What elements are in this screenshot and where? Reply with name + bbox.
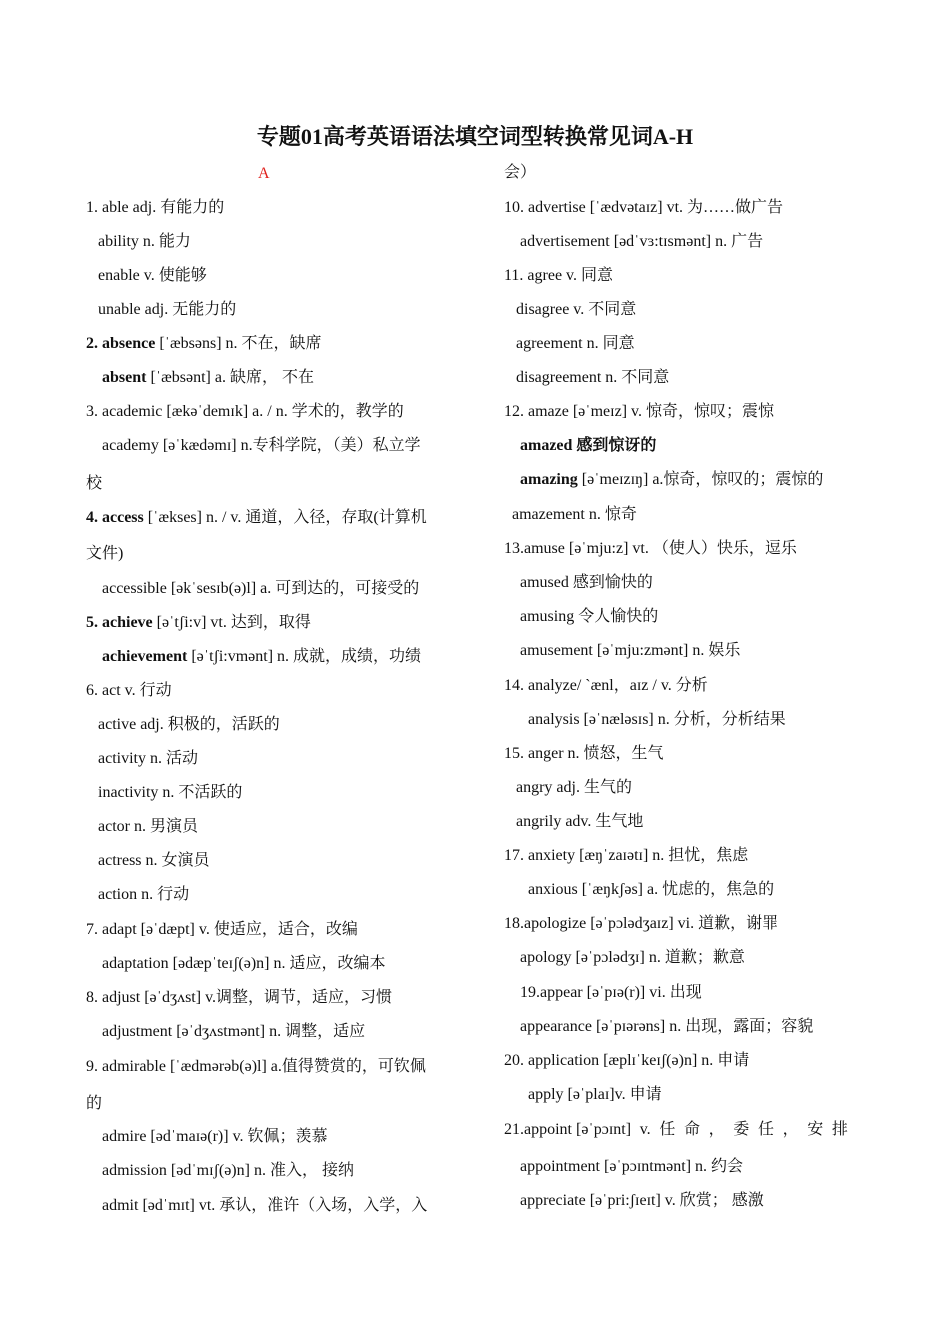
- list-item: disagree v. 不同意: [516, 301, 637, 318]
- list-item: admit [ədˈmɪt] vt. 承认，准许（入场，入学，入: [102, 1197, 428, 1214]
- headword: 4. access: [86, 509, 144, 526]
- list-item: amazement n. 惊奇: [512, 506, 637, 523]
- headword: achievement: [102, 648, 188, 665]
- definition: [əˈtʃi:vmənt] n. 成就，成绩，功绩: [187, 648, 422, 665]
- list-item: appointment [əˈpɔɪntmənt] n. 约会: [520, 1158, 744, 1175]
- list-item: 20. application [æplɪˈkeɪʃ(ə)n] n. 申请: [504, 1052, 750, 1069]
- word-part: 任: [757, 1121, 774, 1138]
- definition: [ˈæbsəns] n. 不在，缺席: [155, 335, 322, 352]
- list-item: 校: [86, 475, 103, 492]
- list-item: 18.apologize [əˈpɔlədʒaɪz] vi. 道歉，谢罪: [504, 915, 779, 932]
- list-item: inactivity n. 不活跃的: [98, 784, 243, 801]
- list-item: apology [əˈpɔlədʒɪ] n. 道歉；歉意: [520, 949, 745, 966]
- list-item: 15. anger n. 愤怒，生气: [504, 745, 664, 762]
- word-part: 命: [683, 1121, 700, 1138]
- list-item: adjustment [əˈdʒʌstmənt] n. 调整，适应: [102, 1023, 366, 1040]
- list-item: angrily adv. 生气地: [516, 813, 644, 830]
- list-item: 12. amaze [əˈmeɪz] v. 惊奇，惊叹；震惊: [504, 403, 774, 420]
- list-item: [520, 469, 823, 491]
- word-part: 安: [807, 1121, 824, 1138]
- list-item: [86, 333, 322, 355]
- list-item: 19.appear [əˈpɪə(r)] vi. 出现: [520, 984, 702, 1001]
- list-item: academy [əˈkædəmɪ] n.专科学院，（美）私立学: [102, 437, 421, 454]
- list-item: [102, 367, 314, 389]
- list-item: advertisement [ədˈvɜ:tɪsmənt] n. 广告: [520, 233, 764, 250]
- list-item: amusement [əˈmju:zmənt] n. 娱乐: [520, 642, 741, 659]
- definition: [ˈæbsənt] a. 缺席， 不在: [146, 369, 314, 386]
- list-item: unable adj. 无能力的: [98, 301, 237, 318]
- word-part: 21.appoint [əˈpɔɪnt]: [504, 1121, 632, 1138]
- list-item: actor n. 男演员: [98, 818, 198, 835]
- list-item: 会）: [504, 164, 537, 181]
- list-item: 13.amuse [əˈmju:z] vt. （使人）快乐，逗乐: [504, 540, 797, 557]
- list-item: amused 感到愉快的: [520, 574, 653, 591]
- list-item: agreement n. 同意: [516, 335, 635, 352]
- list-item: 11. agree v. 同意: [504, 267, 614, 284]
- list-item: [102, 646, 421, 668]
- list-item: 8. adjust [əˈdʒʌst] v.调整，调节，适应，习惯: [86, 989, 393, 1006]
- list-item: appreciate [əˈpri:ʃɪeɪt] v. 欣赏； 感激: [520, 1192, 764, 1209]
- list-item: 文件): [86, 545, 124, 562]
- page-title: 专题01高考英语语法填空词型转换常见词A-H: [256, 124, 694, 149]
- list-item: activity n. 活动: [98, 750, 198, 767]
- list-item: analysis [əˈnæləsɪs] n. 分析，分析结果: [528, 711, 786, 728]
- list-item: [504, 1119, 848, 1141]
- list-item: amazed 感到惊讶的: [520, 437, 657, 454]
- list-item: 的: [86, 1095, 103, 1112]
- list-item: 1. able adj. 有能力的: [86, 199, 225, 216]
- list-item: 6. act v. 行动: [86, 682, 172, 699]
- list-item: action n. 行动: [98, 886, 190, 903]
- list-item: [86, 612, 311, 634]
- word-part: v.: [639, 1121, 651, 1138]
- list-item: adaptation [ədæpˈteɪʃ(ə)n] n. 适应，改编本: [102, 955, 386, 972]
- headword: absent: [102, 369, 147, 386]
- headword: 5. achieve: [86, 614, 153, 631]
- list-item: [86, 507, 427, 529]
- word-part: 委: [733, 1121, 750, 1138]
- list-item: 7. adapt [əˈdæpt] v. 使适应，适合，改编: [86, 921, 358, 938]
- list-item: ability n. 能力: [98, 233, 191, 250]
- section-letter: A: [258, 165, 270, 182]
- definition: [əˈmeɪzɪŋ] a.惊奇，惊叹的；震惊的: [577, 471, 824, 488]
- headword: amazing: [520, 471, 578, 488]
- list-item: accessible [əkˈsesɪb(ə)l] a. 可到达的，可接受的: [102, 580, 420, 597]
- list-item: angry adj. 生气的: [516, 779, 632, 796]
- list-item: 17. anxiety [æŋˈzaɪətɪ] n. 担忧，焦虑: [504, 847, 749, 864]
- list-item: actress n. 女演员: [98, 852, 210, 869]
- headword: 2. absence: [86, 335, 156, 352]
- list-item: anxious [ˈæŋkʃəs] a. 忧虑的，焦急的: [528, 881, 775, 898]
- list-item: disagreement n. 不同意: [516, 369, 670, 386]
- list-item: apply [əˈplaɪ]v. 申请: [528, 1086, 662, 1103]
- list-item: active adj. 积极的，活跃的: [98, 716, 280, 733]
- list-item: amusing 令人愉快的: [520, 608, 659, 625]
- word-part: ，: [708, 1121, 725, 1138]
- definition: [ˈækses] n. / v. 通道，入径，存取(计算机: [143, 509, 427, 526]
- list-item: 14. analyze/ `ænl，aɪz / v. 分析: [504, 677, 708, 694]
- list-item: 10. advertise [ˈædvətaɪz] vt. 为……做广告: [504, 199, 784, 216]
- list-item: 9. admirable [ˈædmərəb(ə)l] a.值得赞赏的，可钦佩: [86, 1058, 426, 1075]
- definition: [əˈtʃi:v] vt. 达到，取得: [152, 614, 311, 631]
- list-item: admire [ədˈmaɪə(r)] v. 钦佩；羡慕: [102, 1128, 328, 1145]
- word-part: ，: [782, 1121, 799, 1138]
- list-item: enable v. 使能够: [98, 267, 207, 284]
- list-item: 3. academic [ækəˈdemɪk] a. / n. 学术的，教学的: [86, 403, 404, 420]
- word-part: 任: [659, 1121, 676, 1138]
- list-item: admission [ədˈmɪʃ(ə)n] n. 准入， 接纳: [102, 1162, 354, 1179]
- list-item: appearance [əˈpɪərəns] n. 出现，露面；容貌: [520, 1018, 814, 1035]
- word-part: 排: [831, 1121, 848, 1138]
